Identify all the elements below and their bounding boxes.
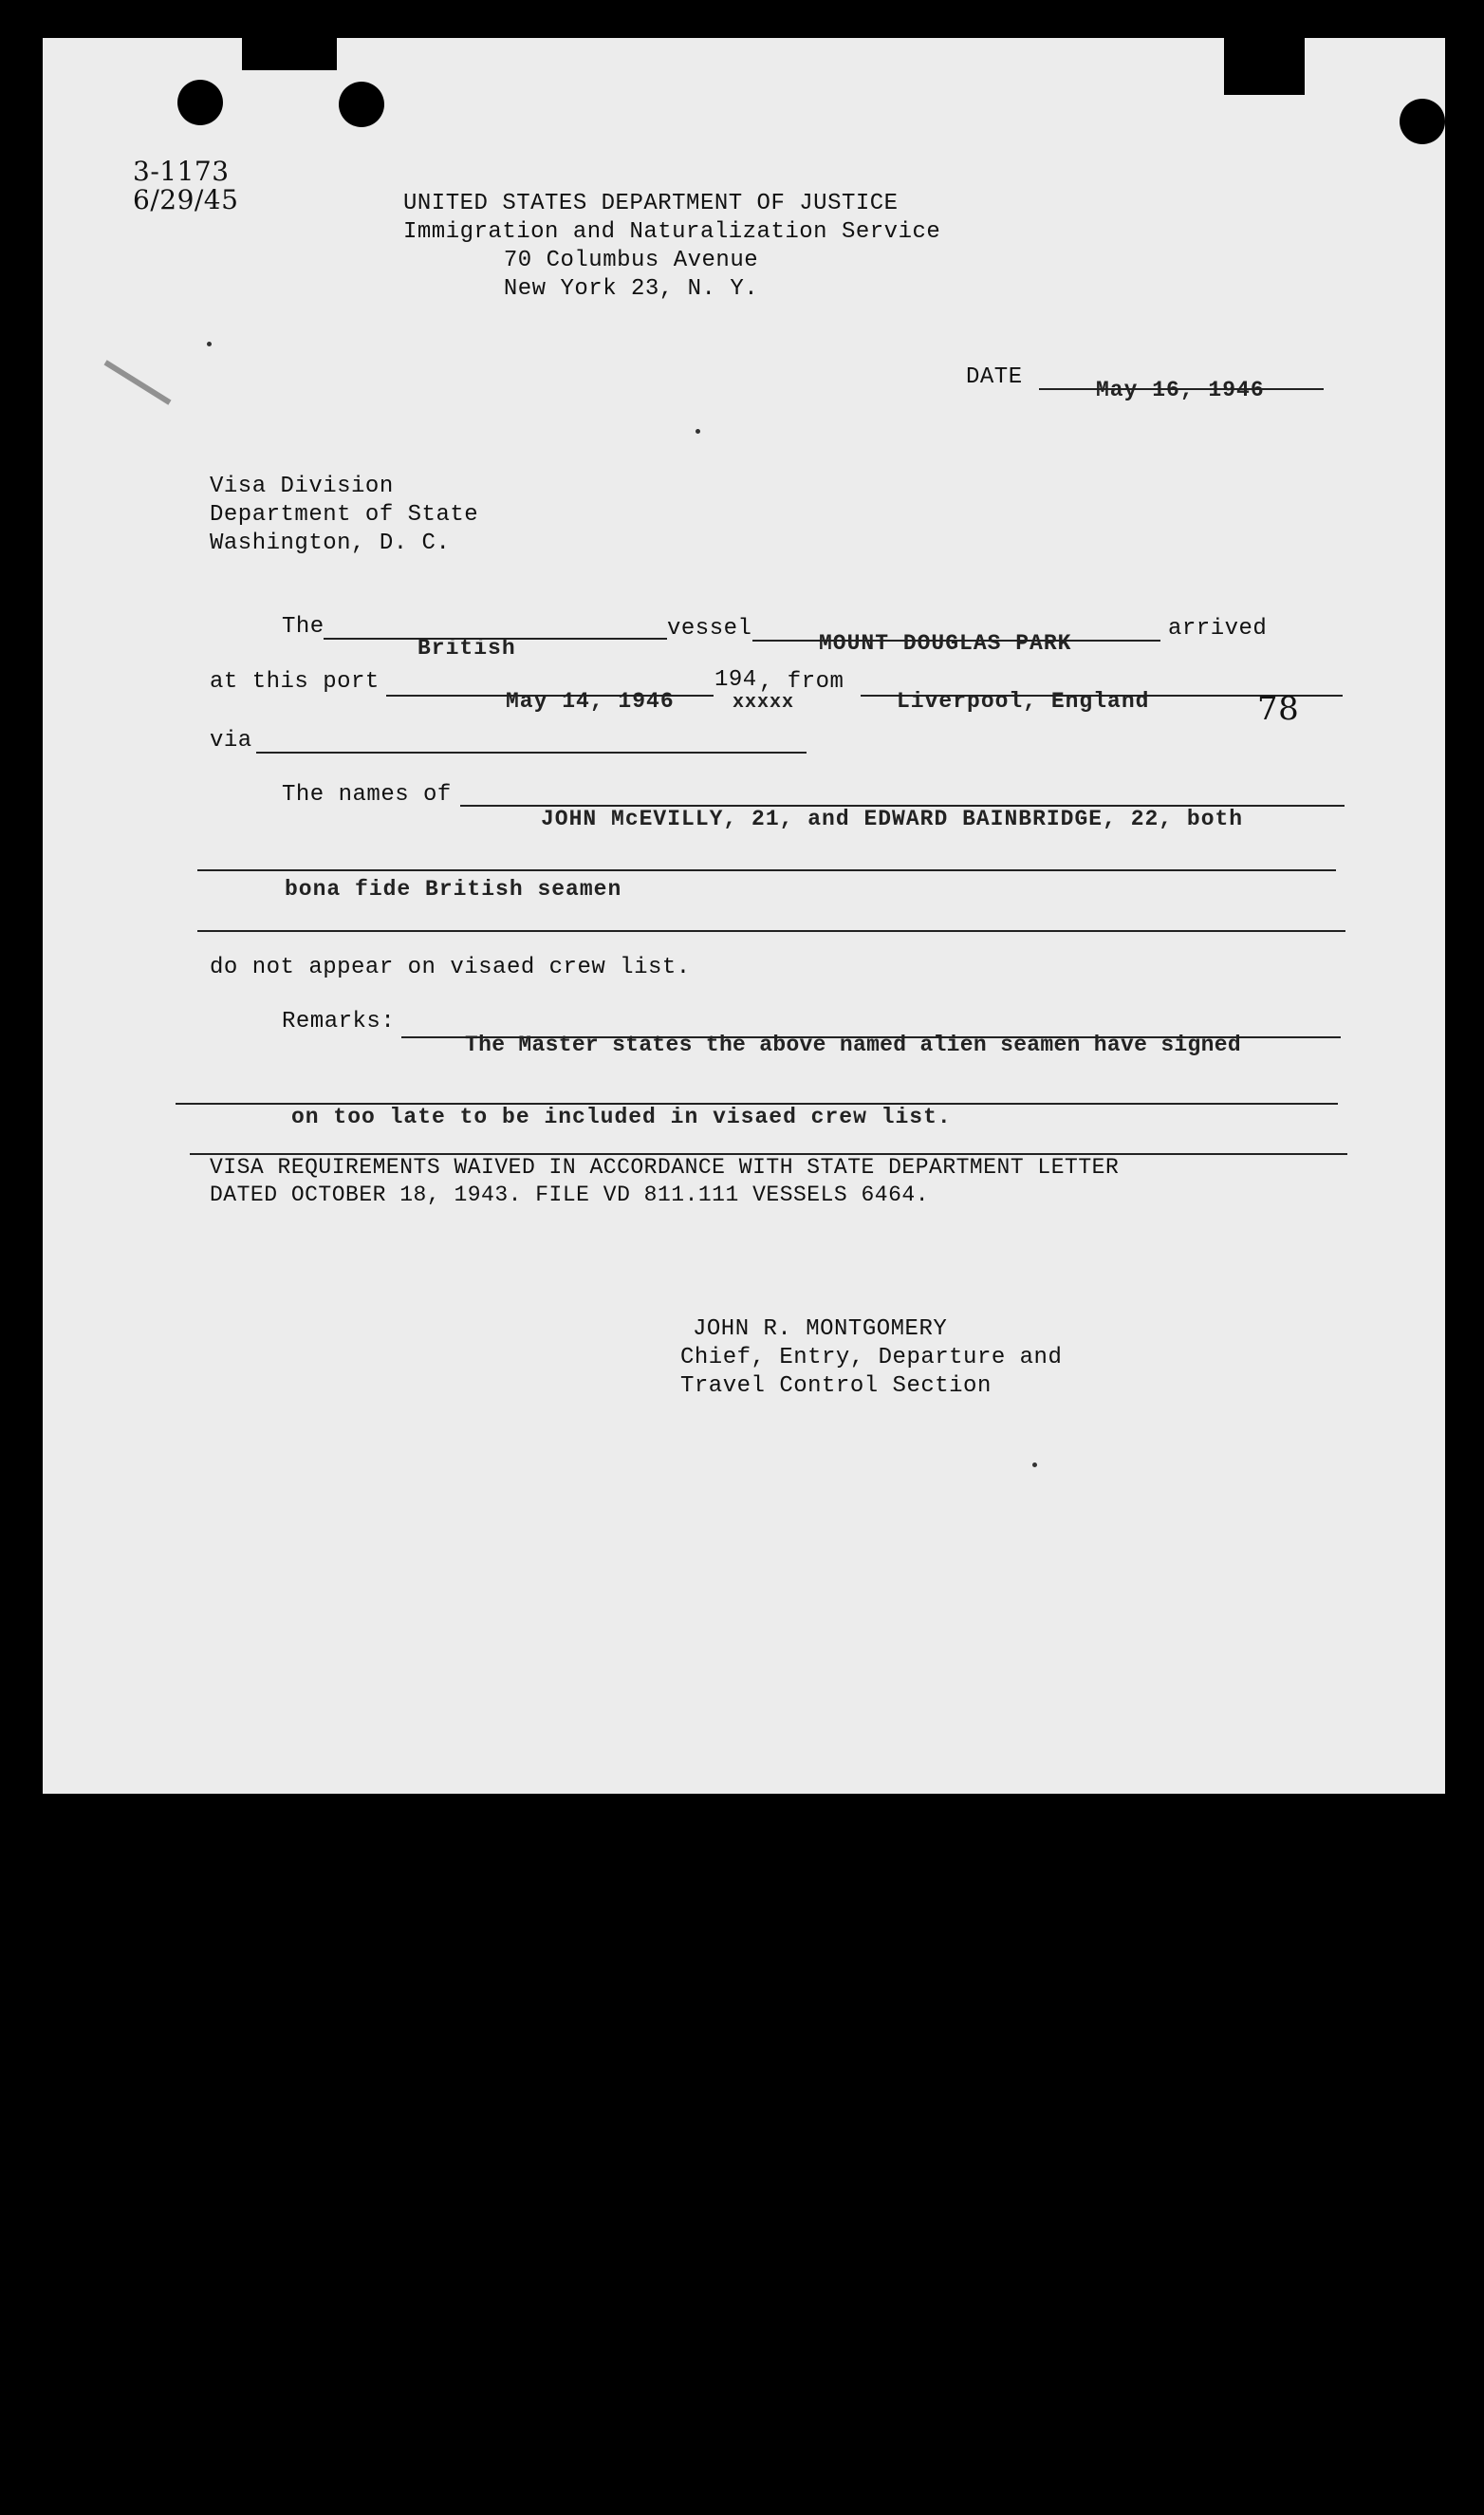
signature-title-2: Travel Control Section: [680, 1373, 992, 1399]
remarks-line-1: The Master states the above named alien seamen have signed: [465, 1033, 1241, 1057]
names-line-2: bona fide British seamen: [285, 877, 622, 902]
punch-hole-right: [1400, 99, 1445, 144]
names-rule-3: [197, 930, 1345, 932]
binder-tab-left: [242, 38, 337, 70]
binder-tab-right: [1224, 38, 1305, 95]
remarks-line-2: on too late to be included in visaed crew list.: [291, 1105, 952, 1129]
file-number: 3-1173: [133, 156, 230, 187]
remarks-label: Remarks:: [282, 1009, 396, 1034]
punch-hole-left: [177, 80, 223, 125]
names-line-1: JOHN McEVILLY, 21, and EDWARD BAINBRIDGE, 22, both: [541, 807, 1244, 831]
addressee-department: Department of State: [210, 502, 479, 528]
waiver-line-1: VISA REQUIREMENTS WAIVED IN ACCORDANCE WITH STATE DEPARTMENT LETTER: [210, 1155, 1120, 1180]
appear-text: do not appear on visaed crew list.: [210, 955, 691, 980]
addressee-division: Visa Division: [210, 474, 394, 499]
date-value: May 16, 1946: [1096, 378, 1265, 402]
nationality-value: British: [417, 636, 516, 661]
vessel-name: MOUNT DOUGLAS PARK: [819, 631, 1072, 656]
file-date: 6/29/45: [133, 184, 239, 215]
signature-title-1: Chief, Entry, Departure and: [680, 1345, 1063, 1370]
vessel-label: vessel: [667, 616, 752, 642]
stray-mark: [1032, 1462, 1037, 1467]
date-label: DATE: [966, 364, 1023, 390]
ink-smudge: [103, 360, 171, 404]
waiver-line-2: DATED OCTOBER 18, 1943. FILE VD 811.111 VESSELS 6464.: [210, 1183, 930, 1207]
signature-name: JOHN R. MONTGOMERY: [693, 1316, 948, 1342]
letterhead-department: UNITED STATES DEPARTMENT OF JUSTICE: [403, 191, 899, 216]
names-label: The names of: [282, 782, 452, 808]
from-label: , from: [759, 669, 844, 695]
via-label: via: [210, 728, 252, 754]
origin-value: Liverpool, England: [897, 689, 1150, 714]
port-label: at this port: [210, 669, 380, 695]
stray-mark: [207, 342, 212, 346]
via-rule: [256, 752, 807, 754]
letterhead-street: 70 Columbus Avenue: [503, 248, 759, 273]
addressee-city: Washington, D. C.: [210, 531, 451, 556]
year-printed: 194: [714, 667, 757, 693]
the-label: The: [282, 614, 325, 640]
letterhead-service: Immigration and Naturalization Service: [403, 219, 941, 245]
letterhead-city: New York 23, N. Y.: [503, 276, 759, 302]
letterhead: [403, 190, 941, 304]
punch-hole-middle: [339, 82, 384, 127]
document-sheet: [43, 38, 1445, 1794]
stray-mark: [696, 429, 700, 434]
page-number: 78: [1257, 690, 1300, 728]
arrival-date: May 14, 1946: [506, 689, 675, 714]
arrived-label: arrived: [1168, 616, 1268, 642]
year-overstrike: xxxxx: [733, 692, 795, 714]
names-rule-2: [197, 869, 1336, 871]
